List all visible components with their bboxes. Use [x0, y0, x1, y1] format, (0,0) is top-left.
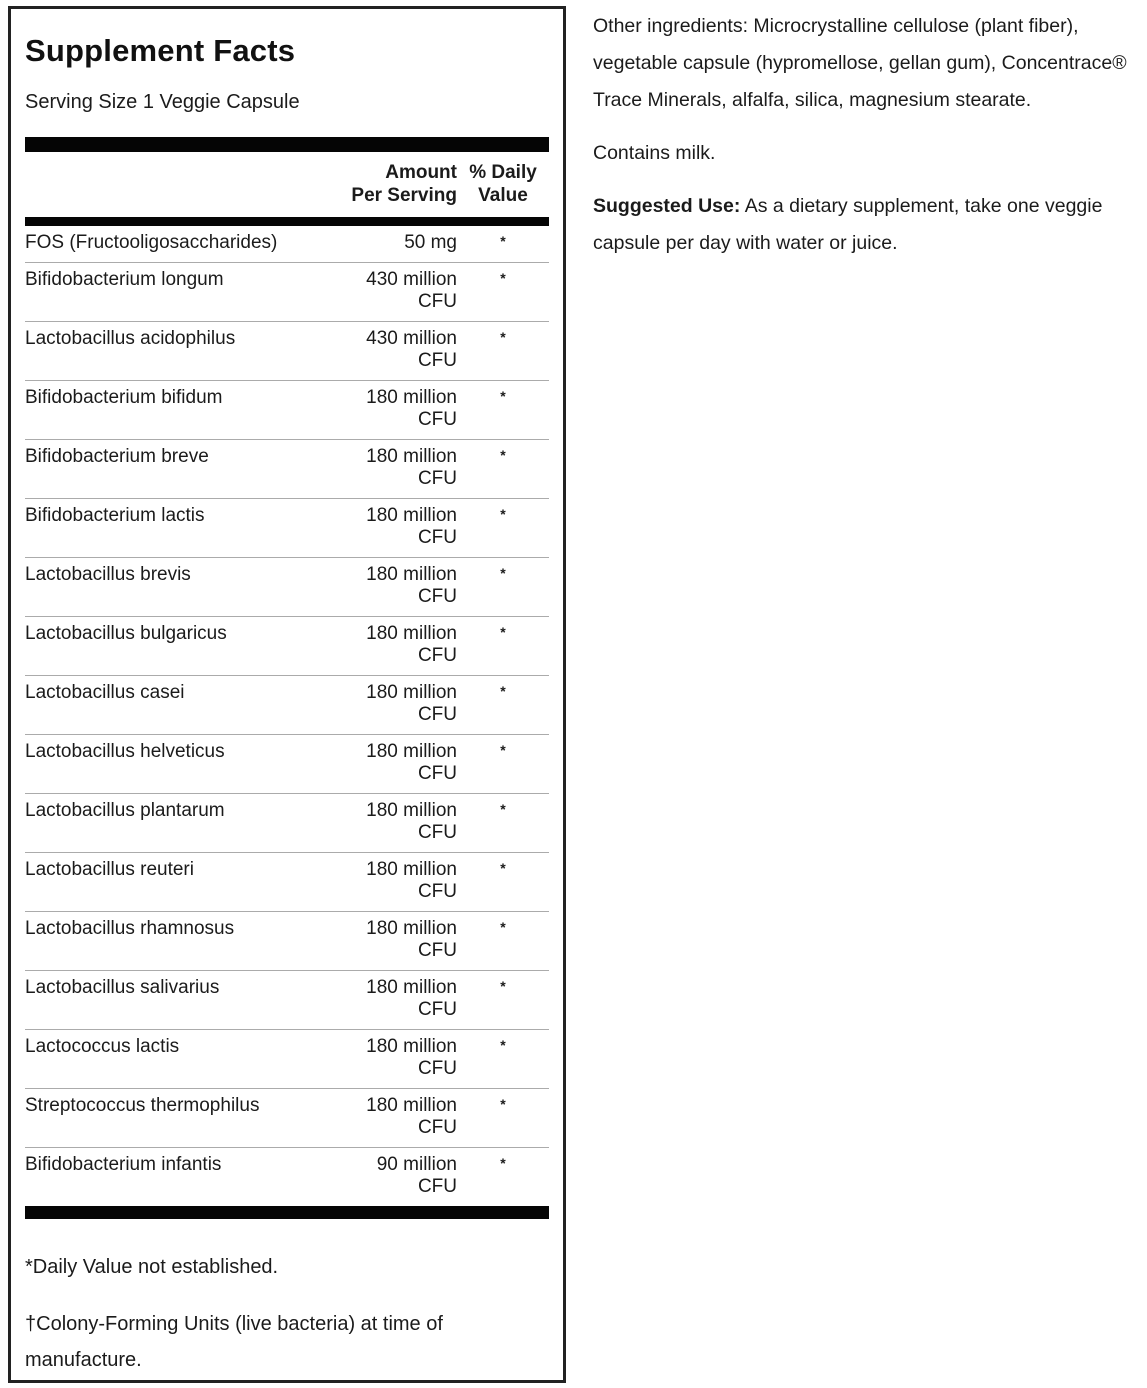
table-row [25, 912, 549, 971]
table-row [25, 1089, 549, 1148]
suggested-use-body: As a dietary supplement, take one veggie capsule per day with water or juice. [593, 195, 1103, 254]
ingredient-daily-value [457, 387, 549, 431]
ingredient-name: Lactobacillus casei [25, 682, 185, 703]
ingredient-amount: 90 million CFU [376, 1154, 457, 1197]
ingredient-name: Lactococcus lactis [25, 1036, 180, 1057]
ingredient-name: Lactobacillus bulgaricus [25, 623, 227, 644]
dv-header-line1: % Daily [469, 162, 537, 183]
ingredient-name: Lactobacillus plantarum [25, 800, 225, 821]
table-row [25, 263, 549, 322]
ingredient-amount: 180 million CFU [366, 623, 457, 666]
right-column [593, 8, 1138, 262]
ingredient-amount: 430 million CFU [366, 269, 457, 312]
daily-value-asterisk: * [500, 742, 506, 758]
ingredient-daily-value [457, 328, 549, 372]
ingredient-daily-value [457, 269, 549, 313]
table-header [25, 152, 549, 217]
table-row [25, 1030, 549, 1089]
ingredient-amount: 180 million CFU [366, 505, 457, 548]
ingredient-daily-value [457, 1036, 549, 1080]
ingredient-daily-value [457, 800, 549, 844]
ingredient-name: FOS (Fructooligosaccharides) [25, 232, 278, 253]
ingredient-daily-value [457, 741, 549, 785]
ingredient-name: Bifidobacterium longum [25, 269, 224, 290]
table-row [25, 381, 549, 440]
daily-value-asterisk: * [500, 447, 506, 463]
table-row [25, 322, 549, 381]
other-ingredients-text: Other ingredients: Microcrystalline cellulose (plant fiber), vegetable capsule (hypromellose, gellan gum), Concentrace® Trace Minerals, alfalfa, silica, magnesium stearate. [593, 15, 1127, 111]
dv-header-line2: Value [478, 185, 528, 206]
ingredient-amount: 180 million CFU [366, 387, 457, 430]
ingredient-daily-value [457, 1095, 549, 1139]
daily-value-asterisk: * [500, 683, 506, 699]
ingredient-amount: 180 million CFU [366, 741, 457, 784]
contains-statement: Contains milk. [593, 142, 716, 164]
daily-value-asterisk: * [500, 233, 506, 249]
ingredient-amount: 180 million CFU [366, 859, 457, 902]
ingredient-daily-value [457, 977, 549, 1021]
daily-value-asterisk: * [500, 506, 506, 522]
ingredient-daily-value [457, 564, 549, 608]
amount-header-line2: Per Serving [351, 185, 457, 206]
footnote-cfu: †Colony-Forming Units (live bacteria) at time of manufacture. [25, 1313, 443, 1371]
ingredient-name: Lactobacillus brevis [25, 564, 191, 585]
daily-value-asterisk: * [500, 624, 506, 640]
suggested-use-label: Suggested Use: [593, 195, 741, 217]
ingredient-amount: 180 million CFU [366, 977, 457, 1020]
table-row [25, 499, 549, 558]
ingredient-daily-value [457, 232, 549, 254]
column-header-amount [307, 161, 457, 207]
ingredient-daily-value [457, 446, 549, 490]
daily-value-asterisk: * [500, 801, 506, 817]
daily-value-asterisk: * [500, 329, 506, 345]
table-row [25, 853, 549, 912]
table-row [25, 735, 549, 794]
daily-value-asterisk: * [500, 270, 506, 286]
ingredient-amount: 180 million CFU [366, 564, 457, 607]
daily-value-asterisk: * [500, 860, 506, 876]
ingredient-amount: 180 million CFU [366, 918, 457, 961]
ingredient-name: Lactobacillus acidophilus [25, 328, 236, 349]
daily-value-asterisk: * [500, 919, 506, 935]
ingredient-rows [25, 226, 549, 1206]
ingredient-daily-value [457, 918, 549, 962]
ingredient-name: Lactobacillus reuteri [25, 859, 194, 880]
ingredient-daily-value [457, 682, 549, 726]
ingredient-daily-value [457, 1154, 549, 1198]
panel-title: Supplement Facts [25, 33, 296, 68]
ingredient-name: Bifidobacterium lactis [25, 505, 205, 526]
daily-value-asterisk: * [500, 388, 506, 404]
table-row [25, 794, 549, 853]
ingredient-name: Lactobacillus salivarius [25, 977, 220, 998]
divider-thick-header [25, 217, 549, 226]
daily-value-asterisk: * [500, 1037, 506, 1053]
ingredient-amount: 430 million CFU [366, 328, 457, 371]
ingredient-daily-value [457, 623, 549, 667]
table-row [25, 558, 549, 617]
daily-value-asterisk: * [500, 978, 506, 994]
footnotes [25, 1249, 549, 1378]
ingredient-amount: 180 million CFU [366, 1095, 457, 1138]
daily-value-asterisk: * [500, 1155, 506, 1171]
ingredient-name: Bifidobacterium infantis [25, 1154, 222, 1175]
ingredient-amount: 180 million CFU [366, 446, 457, 489]
column-header-daily-value [457, 161, 549, 207]
ingredient-name: Streptococcus thermophilus [25, 1095, 260, 1116]
ingredient-daily-value [457, 505, 549, 549]
ingredient-name: Bifidobacterium breve [25, 446, 209, 467]
ingredient-name: Lactobacillus helveticus [25, 741, 225, 762]
footnote-daily-value: *Daily Value not established. [25, 1256, 279, 1278]
daily-value-asterisk: * [500, 565, 506, 581]
suggested-use-text [593, 188, 1138, 262]
table-row [25, 226, 549, 263]
ingredient-name: Bifidobacterium bifidum [25, 387, 223, 408]
table-row [25, 440, 549, 499]
ingredient-amount: 180 million CFU [366, 800, 457, 843]
divider-thick-top [25, 137, 549, 152]
amount-header-line1: Amount [385, 162, 457, 183]
supplement-facts-panel [8, 6, 566, 1383]
ingredient-name: Lactobacillus rhamnosus [25, 918, 235, 939]
ingredient-amount: 50 mg [404, 232, 457, 253]
divider-thick-bottom [25, 1206, 549, 1219]
table-row [25, 617, 549, 676]
ingredient-daily-value [457, 859, 549, 903]
table-row [25, 676, 549, 735]
table-row [25, 971, 549, 1030]
serving-size: Serving Size 1 Veggie Capsule [25, 91, 300, 113]
ingredient-amount: 180 million CFU [366, 682, 457, 725]
ingredient-amount: 180 million CFU [366, 1036, 457, 1079]
table-row [25, 1148, 549, 1206]
daily-value-asterisk: * [500, 1096, 506, 1112]
